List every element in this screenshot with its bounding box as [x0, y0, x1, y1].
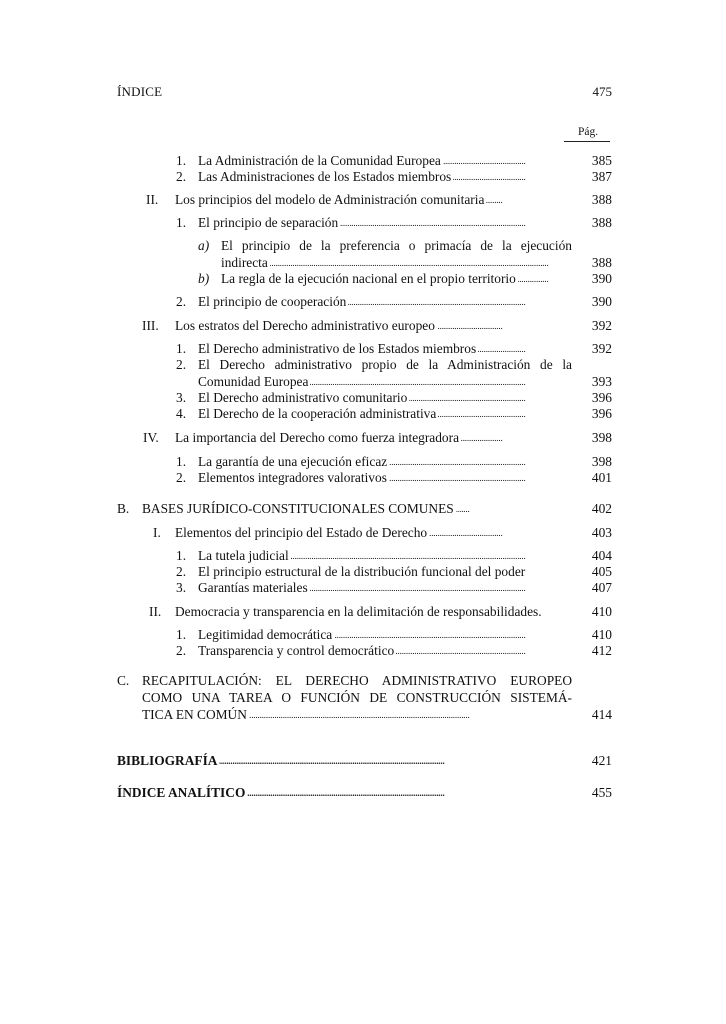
toc-entry [0, 238, 726, 272]
entry-page: 392 [591, 318, 612, 333]
entry-number: 2. [176, 294, 187, 309]
toc-entry [0, 673, 726, 723]
toc-entry [0, 271, 726, 287]
entry-number: C. [117, 673, 130, 688]
toc-entry [0, 215, 726, 231]
toc-entry [0, 169, 726, 185]
entry-page: 388 [591, 192, 612, 207]
entry-number: 4. [176, 406, 187, 421]
entry-title: Las Administraciones de los Estados miembros . . . [198, 169, 572, 185]
toc-entry [0, 604, 726, 620]
entry-title: La Administración de la Comunidad Europea . . . [198, 153, 572, 169]
entry-page: 385 [591, 153, 612, 168]
entry-title: El principio estructural de la distribución funcional del poder . . . [198, 564, 572, 580]
entry-title: El principio de separación . . . [198, 215, 572, 231]
toc-entry [0, 357, 726, 391]
entry-number: 1. [176, 341, 187, 356]
entry-title: El principio de cooperación . . . [198, 294, 572, 310]
toc-entry [0, 548, 726, 564]
entry-page: 390 [591, 271, 612, 286]
entry-number: IV. [143, 430, 159, 445]
entry-title: BASES JURÍDICO-CONSTITUCIONALES COMUNES . . . [142, 501, 572, 517]
entry-page: 405 [591, 564, 612, 579]
entry-page: 398 [591, 454, 612, 469]
entry-title: Los principios del modelo de Administración comunitaria . . . [175, 192, 572, 208]
toc-entry [0, 390, 726, 406]
running-header-title: ÍNDICE [117, 84, 163, 99]
entry-title: Garantías materiales . . . [198, 580, 572, 596]
entry-page: 407 [591, 580, 612, 595]
entry-number: b) [198, 271, 210, 286]
entry-title: La tutela judicial . . . [198, 548, 572, 564]
entry-title: TICA EN COMÚN . . . [142, 707, 572, 723]
toc-entry [0, 643, 726, 659]
toc-entry [0, 430, 726, 446]
toc-entry [0, 501, 726, 517]
entry-number: III. [142, 318, 159, 333]
toc-entry [0, 192, 726, 208]
entry-number: B. [117, 501, 130, 516]
toc-entry-bibliography [0, 753, 726, 769]
entry-number: 1. [176, 215, 187, 230]
entry-page: 404 [591, 548, 612, 563]
page-column-label: Pág. [578, 126, 599, 138]
entry-page: 390 [591, 294, 612, 309]
entry-page: 388 [591, 255, 612, 270]
entry-number: 1. [176, 627, 187, 642]
entry-number: 3. [176, 580, 187, 595]
entry-page: 412 [591, 643, 612, 658]
entry-number: 2. [176, 643, 187, 658]
entry-title: indirecta . . . [221, 255, 572, 271]
entry-title-line: El principio de la preferencia o primacía de la ejecución [221, 238, 572, 253]
entry-page: 410 [591, 604, 612, 619]
entry-title: Los estratos del Derecho administrativo europeo . . . [175, 318, 572, 334]
entry-number: 1. [176, 454, 187, 469]
entry-title: Elementos del principio del Estado de Derecho . . . [175, 525, 572, 541]
entry-title: La importancia del Derecho como fuerza integradora . . . [175, 430, 572, 446]
page-column-rule [564, 141, 610, 142]
entry-page: 388 [591, 215, 612, 230]
toc-entry-analytic-index [0, 785, 726, 801]
entry-page: 387 [591, 169, 612, 184]
entry-page: 401 [591, 470, 612, 485]
entry-page: 392 [591, 341, 612, 356]
toc-entry [0, 564, 726, 580]
running-header-page-number: 475 [592, 84, 612, 99]
entry-page: 403 [591, 525, 612, 540]
entry-number: II. [149, 604, 162, 619]
toc-entry [0, 153, 726, 169]
toc-entry [0, 470, 726, 486]
entry-title: Democracia y transparencia en la delimitación de responsabilidades. [175, 604, 542, 619]
toc-entry [0, 525, 726, 541]
entry-page: 398 [591, 430, 612, 445]
entry-page: 396 [591, 390, 612, 405]
entry-title: Transparencia y control democrático . . . [198, 643, 572, 659]
entry-title: La garantía de una ejecución eficaz . . . [198, 454, 572, 470]
entry-title: Elementos integradores valorativos . . . [198, 470, 572, 486]
entry-number: a) [198, 238, 210, 253]
entry-number: 3. [176, 390, 187, 405]
entry-title: Comunidad Europea . . . [198, 374, 572, 390]
entry-number: 2. [176, 470, 187, 485]
entry-page: 414 [591, 707, 612, 722]
entry-title: El Derecho administrativo de los Estados miembros . . . [198, 341, 572, 357]
entry-title-line: COMO UNA TAREA O FUNCIÓN DE CONSTRUCCIÓN SISTEMÁ- [142, 690, 572, 705]
entry-number: 2. [176, 564, 187, 579]
toc-entry [0, 406, 726, 422]
toc-entry [0, 294, 726, 310]
entry-title: Legitimidad democrática . . . [198, 627, 572, 643]
entry-number: 2. [176, 357, 187, 372]
entry-title: La regla de la ejecución nacional en el propio territorio . . . [221, 271, 572, 287]
entry-page: 396 [591, 406, 612, 421]
entry-page: 393 [591, 374, 612, 389]
entry-page: 410 [591, 627, 612, 642]
entry-title: El Derecho de la cooperación administrativa . . . [198, 406, 572, 422]
entry-number: 2. [176, 169, 187, 184]
entry-number: 1. [176, 153, 187, 168]
entry-page: 455 [591, 785, 612, 800]
entry-title-line: El Derecho administrativo propio de la Administración de la [198, 357, 572, 372]
entry-page: 421 [591, 753, 612, 768]
entry-title: ÍNDICE ANALÍTICO . . . [117, 785, 572, 801]
toc-entry [0, 341, 726, 357]
toc-entry [0, 318, 726, 334]
entry-number: II. [146, 192, 159, 207]
entry-number: 1. [176, 548, 187, 563]
entry-page: 402 [591, 501, 612, 516]
toc-entry [0, 454, 726, 470]
entry-title: BIBLIOGRAFÍA . . . [117, 753, 572, 769]
toc-entry [0, 627, 726, 643]
entry-number: I. [153, 525, 161, 540]
entry-title-line: RECAPITULACIÓN: EL DERECHO ADMINISTRATIVO EUROPEO [142, 673, 572, 688]
entry-title: El Derecho administrativo comunitario . . . [198, 390, 572, 406]
toc-entry [0, 580, 726, 596]
